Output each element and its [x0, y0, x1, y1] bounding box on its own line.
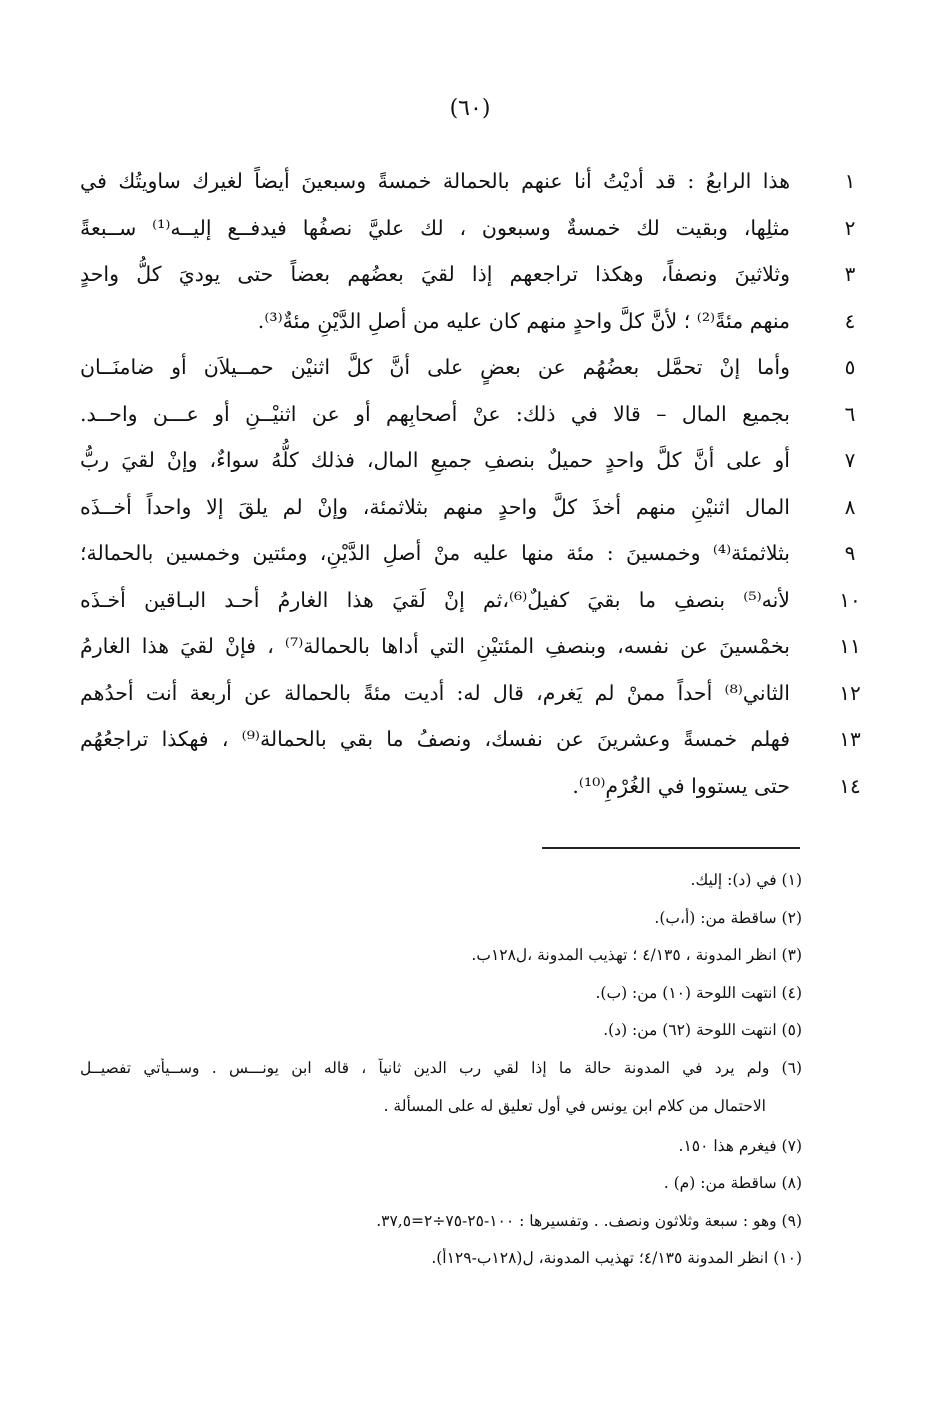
line-number: ٦ — [844, 401, 856, 426]
text-line — [80, 251, 870, 298]
line-text: منهم مئةً⁽²⁾ ؛ لأنَّ كلَّ واحدٍ منهم كان عليه من أصلِ الدَّيْنِ مئةٌ⁽³⁾. — [257, 308, 790, 333]
line-text: الثاني⁽⁸⁾ أحداً ممنْ لم يَغرم، قال له: أديت مئةً بالحمالة عن أربعة أنت أحدُهم — [80, 680, 790, 705]
footnote-separator — [542, 847, 800, 849]
main-text — [80, 158, 870, 809]
line-text: وأما إنْ تحمَّل بعضُهُم عن بعضٍ على أنَّ كلَّ اثنيْن حمــيلاَن أو ضامنَــان — [80, 355, 790, 379]
line-text: بجميع المال – قالا في ذلك: عنْ أصحابِهم أو عن اثنيْــنِ أو عـــن واحــد. — [80, 401, 790, 426]
line-text: أو على أنَّ كلَّ واحدٍ حميلٌ بنصفِ جميعِ المال، فذلك كلُّهُ سواءٌ، وإنْ لقيَ ربُّ — [80, 448, 790, 472]
footnote — [80, 1058, 802, 1136]
line-number: ٨ — [844, 494, 856, 519]
footnote: (٣) انظر المدونة ، ٤/١٣٥ ؛ تهذيب المدونة ،ل١٢٨ب. — [471, 946, 802, 964]
line-text: لأنه⁽⁵⁾ بنصفِ ما بقيَ كفيلٌ⁽⁶⁾،ثم إنْ لَقيَ هذا الغارمُ أحـد البـاقين أخـذَه — [80, 587, 790, 612]
text-line — [80, 205, 870, 252]
line-text: فهلم خمسةً وعشرينَ عن نفسك، ونصفُ ما بقي بالحمالة⁽⁹⁾ ، فهكذا تراجعُهُم — [80, 727, 790, 751]
text-line — [80, 158, 870, 205]
line-text: هذا الرابعُ : قد أديْتُ أنا عنهم بالحمالة خمسةً وسبعينَ أيضاً لغيرك ساويتُك في — [80, 169, 790, 193]
line-text: المال اثنيْنِ منهم أخذَ كلَّ واحدٍ منهم بثلاثمئة، وإنْ لم يلقَ إلا واحداً أخــذَه — [80, 494, 790, 519]
text-line — [80, 437, 870, 484]
text-line — [80, 298, 870, 345]
footnote: (٢) ساقطة من: (أ،ب). — [654, 908, 802, 927]
footnote: (٧) فيغرم هذا ١٥٠. — [678, 1136, 802, 1155]
line-number: ٥ — [844, 355, 856, 379]
line-number: ١٣ — [839, 727, 861, 751]
line-text: وثلاثينَ ونصفاً، وهكذا تراجعهم إذا لقيَ بعضُهم بعضاً حتى يوديَ كلُّ واحدٍ — [80, 262, 790, 286]
footnote: (٤) انتهت اللوحة (١٠) من: (ب). — [595, 983, 802, 1002]
footnote: (٨) ساقطة من: (م) . — [663, 1174, 802, 1192]
line-text: مثلِها، وبقيت لك خمسةٌ وسبعون ، لك عليَّ نصفُها فيدفــع إليــه⁽¹⁾ ســبعةً — [80, 215, 790, 240]
text-line — [80, 670, 870, 717]
text-line — [80, 391, 870, 438]
footnote: (١٠) انظر المدونة ٤/١٣٥؛ تهذيب المدونة، ل(١٢٨ب-١٢٩أ). — [431, 1249, 802, 1267]
text-line — [80, 577, 870, 624]
line-number: ١٠ — [839, 587, 861, 612]
footnote: (٥) انتهت اللوحة (٦٢) من: (د). — [603, 1021, 802, 1039]
line-text: بخمْسينَ عن نفسه، وبنصفِ المئتيْنِ التي أداها بالحمالة⁽⁷⁾ ، فإنْ لقيَ هذا الغارمُ — [80, 634, 790, 658]
line-text: حتى يستووا في الغُرْمِ⁽¹⁰⁾. — [572, 773, 790, 798]
footnote-text: (٦) ولم يرد في المدونة حالة ما إذا لقي رب الدين ثانياً ، قاله ابن يونـــس . وســيأتي تفصيــل — [80, 1058, 802, 1077]
line-number: ٩ — [844, 541, 856, 565]
line-number: ١٤ — [839, 773, 861, 798]
line-number: ٧ — [844, 448, 856, 472]
text-line — [80, 763, 870, 810]
text-line — [80, 530, 870, 577]
line-number: ١١ — [839, 634, 861, 658]
footnote: (١) في (د): إليك. — [690, 871, 802, 889]
line-number: ١ — [844, 169, 856, 193]
text-line — [80, 623, 870, 670]
footnote-continuation: الاحتمال من كلام ابن يونس في أول تعليق له على المسألة . — [383, 1096, 766, 1115]
line-number: ٣ — [844, 262, 856, 286]
line-text: بثلاثمئة⁽⁴⁾ وخمسينَ : مئة منها عليه منْ أصلِ الدَّيْنِ، ومئتين وخمسين بالحمالة؛ — [80, 541, 790, 565]
text-line — [80, 344, 870, 391]
page-number: (٦٠) — [449, 96, 491, 121]
footnote: (٩) وهو : سبعة وثلاثون ونصف. . وتفسيرها : ١٠٠-٢٥-٧٥÷٢=٣٧,٥. — [376, 1211, 802, 1230]
line-number: ١٢ — [839, 680, 861, 705]
line-number: ٢ — [844, 215, 856, 240]
text-line — [80, 484, 870, 531]
footnotes — [80, 870, 802, 1286]
text-line — [80, 716, 870, 763]
line-number: ٤ — [844, 308, 856, 333]
